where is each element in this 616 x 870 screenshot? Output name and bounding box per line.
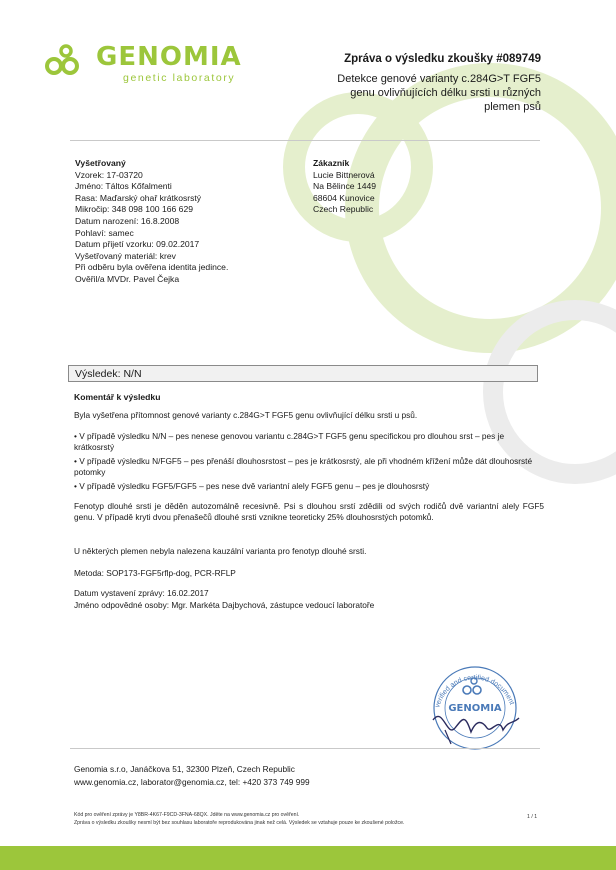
footer-green-bar <box>0 846 616 870</box>
responsible-person-line: Jméno odpovědné osoby: Mgr. Markéta Dajbychová, zástupce vedoucí laboratoře <box>74 600 375 610</box>
customer-line: 68604 Kunovice <box>313 192 375 203</box>
comment-bullet: • V případě výsledku FGF5/FGF5 – pes nese dvě variantní alely FGF5 genu – pes je dlouhosrstý <box>74 481 430 491</box>
company-contact-line: www.genomia.cz, laborator@genomia.cz, tel: +420 373 749 999 <box>74 776 310 787</box>
report-subtitle <box>291 72 541 114</box>
comment-bullet: • V případě výsledku N/FGF5 – pes přenáší dlouhosrstost – pes je krátkosrstý, ale při vhodném křížení může dát dlouhosrsté potomky <box>74 456 533 478</box>
footer-divider <box>70 748 540 749</box>
company-address-line: Genomia s.r.o, Janáčkova 51, 32300 Plzeň, Czech Republic <box>74 764 295 774</box>
subject-line: Datum přijetí vzorku: 09.02.2017 <box>75 239 200 250</box>
subject-line: Datum narození: 16.8.2008 <box>75 215 180 226</box>
subject-line: Při odběru byla ověřena identita jedince. <box>75 262 229 273</box>
comment-paragraph: U některých plemen nebyla nalezena kauzální varianta pro fenotyp dlouhé srsti. <box>74 546 367 556</box>
subject-heading: Vyšetřovaný <box>75 158 126 168</box>
report-subtitle-line: genu ovlivňujících délku srsti u různých <box>350 87 541 99</box>
svg-text:GENOMIA: GENOMIA <box>448 703 502 714</box>
comment-paragraph: Fenotyp dlouhé srsti je děděn autozomálně recesivně. Psi s dlouhou srstí zdědili od svých rodičů dvě variantní alely FGF5 genu. V případě kryti dvou přenašečů dlouhé srsti vznikne teoreticky 25% dlouhosrstých potomků. <box>74 501 544 523</box>
verification-code-line: Kód pro ověření zprávy je Y8BR-4K67-F9CD-3FNA-68QX. Jděte na www.genomia.cz pro ověření. <box>74 812 300 818</box>
svg-text:verified and certified documen: verified and certified document <box>434 674 515 709</box>
report-subtitle-line: plemen psů <box>484 101 541 113</box>
disclaimer-line: Zpráva o výsledku zkoušky nesmí být bez souhlasu laboratoře reprodukována jinak než celá. Výsledek se vztahuje pouze ke zkoušené položce. <box>74 819 405 826</box>
customer-heading: Zákazník <box>313 158 350 168</box>
certified-stamp <box>425 658 525 750</box>
customer-line: Czech Republic <box>313 204 374 215</box>
subject-line: Vzorek: 17-03720 <box>75 169 143 180</box>
issue-date-line: Datum vystavení zprávy: 16.02.2017 <box>74 588 209 598</box>
logo-tagline: genetic laboratory <box>123 72 236 84</box>
comment-heading: Komentář k výsledku <box>74 392 161 402</box>
customer-line: Na Bělince 1449 <box>313 181 377 192</box>
logo-wordmark: GENOMIA <box>96 42 242 72</box>
company-address <box>74 763 310 788</box>
fine-print <box>74 812 554 827</box>
method-line: Metoda: SOP173-FGF5rflp-dog, PCR-RFLP <box>74 568 236 578</box>
customer-line: Lucie Bittnerová <box>313 169 375 180</box>
subject-block <box>75 158 305 286</box>
subject-line: Pohlaví: samec <box>75 227 134 238</box>
subject-line: Mikročip: 348 098 100 166 629 <box>75 204 194 215</box>
customer-block <box>313 158 513 216</box>
subject-line: Jméno: Táltos Kőfalmenti <box>75 181 172 192</box>
comment-intro: Byla vyšetřena přítomnost genové varianty c.284G>T FGF5 genu ovlivňující délku srsti u psů. <box>74 410 418 420</box>
comment-bullet: • V případě výsledku N/N – pes nenese genovou variantu c.284G>T FGF5 genu specifickou pro dlouhou srst – pes je krátkosrstý <box>74 431 505 453</box>
report-subtitle-line: Detekce genové varianty c.284G>T FGF5 <box>337 73 541 85</box>
subject-line: Rasa: Maďarský ohař krátkosrstý <box>75 192 202 203</box>
header-divider <box>70 140 540 141</box>
page-number: 1 / 1 <box>527 814 538 820</box>
genomia-logo-icon <box>44 42 92 80</box>
report-title: Zpráva o výsledku zkoušky #089749 <box>344 53 541 65</box>
subject-line: Ověřil/a MVDr. Pavel Čejka <box>75 273 180 284</box>
result-box: Výsledek: N/N <box>68 365 538 382</box>
subject-line: Vyšetřovaný materiál: krev <box>75 250 176 261</box>
